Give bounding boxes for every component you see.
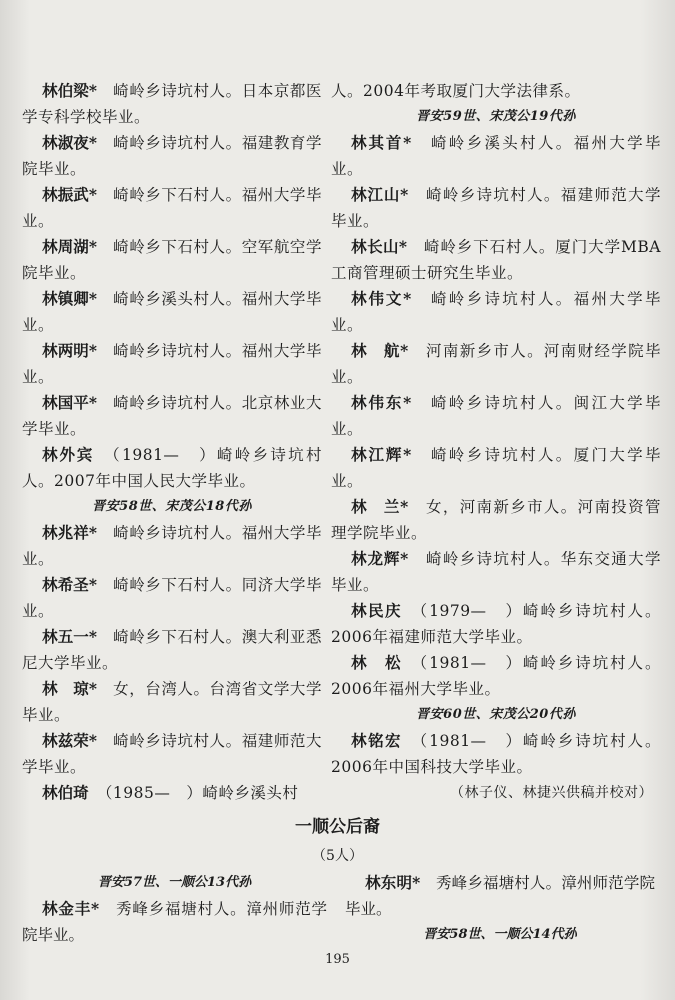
person-entry xyxy=(331,442,661,494)
person-description: （1981— ）崎岭乡诗坑村人。2006年中国科技大学毕业。 xyxy=(331,732,661,776)
person-description: 崎岭乡诗坑村人。厦门大学毕业。 xyxy=(331,446,661,490)
person-entry xyxy=(22,624,322,676)
person-description: 崎岭乡诗坑村人。闽江大学毕业。 xyxy=(331,394,661,438)
person-entry xyxy=(22,780,322,806)
person-name: 林铭宏 xyxy=(351,731,402,750)
person-description: 崎岭乡下石村人。厦门大学MBA工商管理硕士研究生毕业。 xyxy=(331,238,661,282)
person-entry xyxy=(331,182,661,234)
person-entry xyxy=(345,870,655,922)
person-description: （1979— ）崎岭乡诗坑村人。2006年福建师范大学毕业。 xyxy=(331,602,661,646)
person-entry xyxy=(22,78,322,130)
person-description: 崎岭乡诗坑村人。福州大学毕业。 xyxy=(22,342,322,386)
person-description: 崎岭乡下石村人。空军航空学院毕业。 xyxy=(22,238,322,282)
person-description: 崎岭乡溪头村人。福州大学毕业。 xyxy=(331,134,661,178)
person-name: 林江辉* xyxy=(351,445,412,464)
person-name: 林东明* xyxy=(365,873,421,892)
section-title: 一顺公后裔 xyxy=(295,817,380,837)
person-entry xyxy=(22,676,322,728)
person-name: 林 航* xyxy=(351,341,409,360)
person-name: 林 琼* xyxy=(42,679,97,698)
person-entry xyxy=(331,286,661,338)
person-description: （1985— ）崎岭乡溪头村 xyxy=(104,784,299,802)
person-description: 崎岭乡诗坑村人。福建教育学院毕业。 xyxy=(22,134,322,178)
person-name: 林长山* xyxy=(351,237,408,256)
person-description: 崎岭乡溪头村人。福州大学毕业。 xyxy=(22,290,322,334)
generation-heading: 晋安59世、宋茂公19代孙 xyxy=(416,109,576,124)
generation-heading: 晋安58世、一顺公14代孙 xyxy=(423,927,577,942)
person-description: （1981— ）崎岭乡诗坑村人。2007年中国人民大学毕业。 xyxy=(22,446,322,490)
person-description: （1981— ）崎岭乡诗坑村人。2006年福州大学毕业。 xyxy=(331,654,661,698)
person-description: 崎岭乡诗坑村人。华东交通大学毕业。 xyxy=(331,550,661,594)
person-name: 林伟文* xyxy=(351,289,412,308)
person-name: 林外宾 xyxy=(42,445,95,464)
person-description: 崎岭乡下石村人。同济大学毕业。 xyxy=(22,576,322,620)
person-entry xyxy=(331,390,661,442)
person-entry xyxy=(22,896,327,948)
person-description: 崎岭乡诗坑村人。北京林业大学毕业。 xyxy=(22,394,322,438)
person-name: 林兆祥* xyxy=(42,523,97,542)
person-description: 秀峰乡福塘村人。漳州师范学院毕业。 xyxy=(345,874,655,918)
person-entry xyxy=(331,598,661,650)
person-name: 林江山* xyxy=(351,185,409,204)
person-description: 秀峰乡福塘村人。漳州师范学院毕业。 xyxy=(22,900,327,944)
person-name: 林镇卿* xyxy=(42,289,97,308)
person-entry xyxy=(331,234,661,286)
person-description: 崎岭乡下石村人。澳大利亚悉尼大学毕业。 xyxy=(22,628,322,672)
person-name: 林 兰* xyxy=(351,497,409,516)
page-number: 195 xyxy=(325,952,350,967)
person-description: 女，台湾人。台湾省文学大学毕业。 xyxy=(22,680,322,724)
person-description: 崎岭乡诗坑村人。福州大学毕业。 xyxy=(331,290,661,334)
person-entry xyxy=(22,390,322,442)
person-name: 林兹荣* xyxy=(42,731,97,750)
person-name: 林伯梁* xyxy=(42,81,97,100)
person-entry xyxy=(22,572,322,624)
person-name: 林金丰* xyxy=(42,899,100,918)
person-entry xyxy=(22,728,322,780)
person-name: 林 松 xyxy=(351,653,402,672)
contributor-note: （林子仪、林捷兴供稿并校对） xyxy=(450,785,653,801)
person-entry xyxy=(22,520,322,572)
person-name: 林五一* xyxy=(42,627,97,646)
entry-continuation: 人。2004年考取厦门大学法律系。 xyxy=(331,82,581,100)
person-description: 崎岭乡诗坑村人。日本京都医学专科学校毕业。 xyxy=(22,82,322,126)
person-entry xyxy=(331,728,661,780)
person-name: 林伟东* xyxy=(351,393,412,412)
person-description: 崎岭乡诗坑村人。福建师范大学毕业。 xyxy=(331,186,661,230)
person-description: 崎岭乡下石村人。福州大学毕业。 xyxy=(22,186,322,230)
person-name: 林其首* xyxy=(351,133,412,152)
person-entry xyxy=(331,546,661,598)
person-name: 林两明* xyxy=(42,341,97,360)
person-description: 崎岭乡诗坑村人。福州大学毕业。 xyxy=(22,524,322,568)
person-name: 林振武* xyxy=(42,185,97,204)
person-entry xyxy=(331,650,661,702)
person-name: 林周湖* xyxy=(42,237,97,256)
person-name: 林国平* xyxy=(42,393,97,412)
person-entry xyxy=(22,182,322,234)
bottom-right-column xyxy=(345,870,655,948)
person-description: 女，河南新乡市人。河南投资管理学院毕业。 xyxy=(331,498,661,542)
right-column xyxy=(331,78,661,806)
person-entry xyxy=(22,286,322,338)
person-entry xyxy=(331,338,661,390)
person-name: 林伯琦 xyxy=(42,783,89,802)
left-column xyxy=(22,78,322,806)
person-entry xyxy=(22,234,322,286)
person-name: 林龙辉* xyxy=(351,549,409,568)
person-entry xyxy=(22,442,322,494)
generation-heading: 晋安57世、一顺公13代孙 xyxy=(97,875,252,890)
person-entry xyxy=(22,338,322,390)
person-name: 林民庆 xyxy=(351,601,402,620)
person-entry xyxy=(331,494,661,546)
person-description: 崎岭乡诗坑村人。福建师范大学毕业。 xyxy=(22,732,322,776)
person-description: 河南新乡市人。河南财经学院毕业。 xyxy=(331,342,661,386)
person-name: 林淑夜* xyxy=(42,133,97,152)
person-entry xyxy=(331,130,661,182)
generation-heading: 晋安58世、宋茂公18代孙 xyxy=(92,499,252,514)
section-count: （5人） xyxy=(312,848,363,864)
bottom-left-column xyxy=(22,870,327,948)
generation-heading: 晋安60世、宋茂公20代孙 xyxy=(416,707,576,722)
person-entry xyxy=(22,130,322,182)
person-name: 林希圣* xyxy=(42,575,97,594)
